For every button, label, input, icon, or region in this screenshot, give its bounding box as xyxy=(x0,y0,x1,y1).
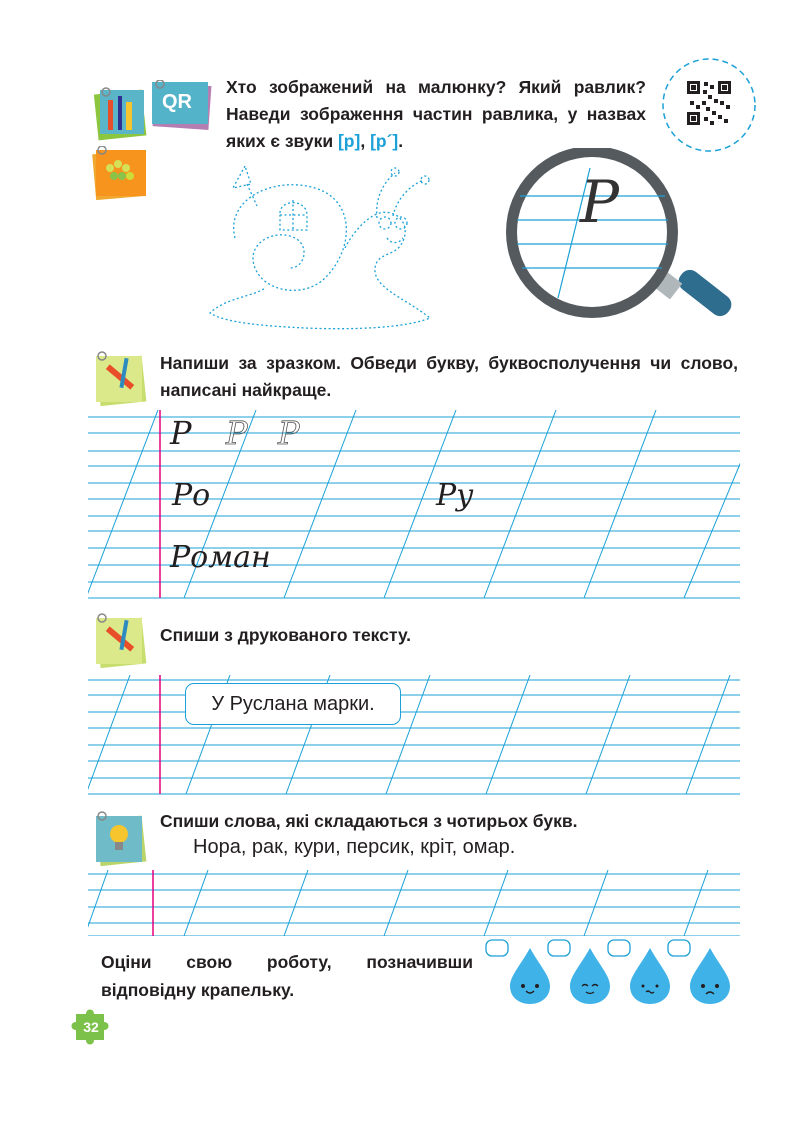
snail-illustration xyxy=(205,158,440,343)
page-number: 32 xyxy=(83,1019,99,1035)
sample-word-roman: Роман xyxy=(170,540,271,575)
drop-option-1[interactable] xyxy=(486,940,508,956)
magnifier-illustration xyxy=(500,148,740,338)
drop-option-2[interactable] xyxy=(548,940,570,956)
task4-words: Нора, рак, кури, персик, кріт, омар. xyxy=(193,836,516,858)
task1-text: Хто зображений на малюнку? Який равлик? Наведи зображення частин равлика, у назвах яких є звуки xyxy=(226,77,646,151)
task1-end: . xyxy=(398,131,404,151)
qr-sticker-icon xyxy=(150,80,212,135)
qr-code[interactable] xyxy=(660,57,758,158)
puzzle-balls-icon xyxy=(90,146,150,207)
sample-letter: Р xyxy=(170,414,192,452)
task3-instruction: Спиши з друкованого тексту. xyxy=(160,625,412,645)
evaluation-text: Оціни свою роботу, позначивши відповідну крапельку. xyxy=(101,952,473,1000)
tools-icon xyxy=(92,86,148,147)
trace-letter-1[interactable]: Р xyxy=(226,414,248,452)
task1-separator: , xyxy=(360,131,371,151)
sound-r-soft: [р´] xyxy=(370,131,399,151)
task4-instruction: Спиши слова, які складаються з чотирьох букв. xyxy=(160,811,578,831)
sample-syllable-ru: Ру xyxy=(436,478,474,513)
pencil-icon-2 xyxy=(92,612,148,675)
writing-lines-task4[interactable] xyxy=(88,870,740,941)
task2-instruction: Напиши за зразком. Обведи букву, буквосполучення чи слово, написані найкраще. xyxy=(160,353,738,400)
printed-text-sample: У Руслана марки. xyxy=(185,683,401,725)
sample-syllable-ro: Ро xyxy=(172,478,211,513)
lightbulb-icon xyxy=(92,810,148,871)
task1-question xyxy=(226,74,646,155)
qr-label: QR xyxy=(162,91,192,113)
pencil-icon xyxy=(92,350,148,413)
trace-letter-2[interactable]: Р xyxy=(278,414,300,452)
drop-option-3[interactable] xyxy=(608,940,630,956)
drop-option-4[interactable] xyxy=(668,940,690,956)
sound-r: [р] xyxy=(337,131,361,151)
magnifier-letter: Р xyxy=(580,168,620,236)
